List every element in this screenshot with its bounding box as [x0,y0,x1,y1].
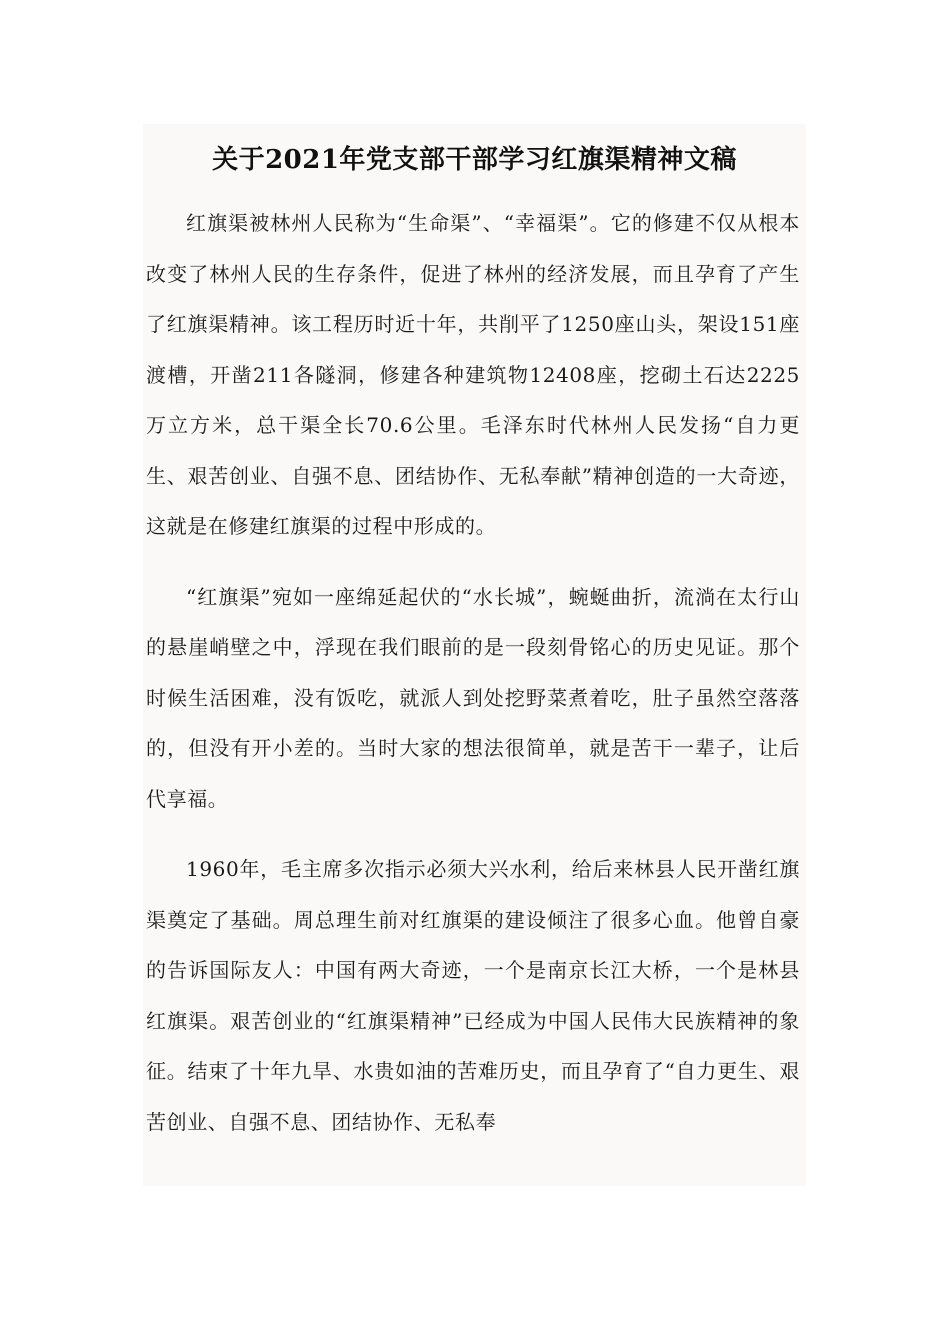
paragraph-1: 红旗渠被林州人民称为“生命渠”、“幸福渠”。它的修建不仅从根本改变了林州人民的生存条件，促进了林州的经济发展，而且孕育了产生了红旗渠精神。该工程历时近十年，共削平了1250座山头，架设151座渡槽，开凿211各隧洞，修建各种建筑物12408座，挖砌土石达2225万立方米，总干渠全长70.6公里。毛泽东时代林州人民发扬“自力更生、艰苦创业、自强不息、团结协作、无私奉献”精神创造的一大奇迹，这就是在修建红旗渠的过程中形成的。 [146,211,800,538]
document-page [143,124,806,1186]
document-body [146,198,800,1147]
document-title: 关于2021年党支部干部学习红旗渠精神文稿 [212,145,737,175]
paragraph-2: “红旗渠”宛如一座绵延起伏的“水长城”，蜿蜒曲折，流淌在太行山的悬崖峭壁之中，浮现在我们眼前的是一段刻骨铭心的历史见证。那个时候生活困难，没有饭吃，就派人到处挖野菜煮着吃，肚子虽然空落落的，但没有开小差的。当时大家的想法很简单，就是苦干一辈子，让后代享福。 [146,584,800,811]
paragraph-3: 1960年，毛主席多次指示必须大兴水利，给后来林县人民开凿红旗渠奠定了基础。周总理生前对红旗渠的建设倾注了很多心血。他曾自豪的告诉国际友人：中国有两大奇迹，一个是南京长江大桥，一个是林县红旗渠。艰苦创业的“红旗渠精神”已经成为中国人民伟大民族精神的象征。结束了十年九旱、水贵如油的苦难历史，而且孕育了“自力更生、艰苦创业、自强不息、团结协作、无私奉 [146,857,800,1134]
